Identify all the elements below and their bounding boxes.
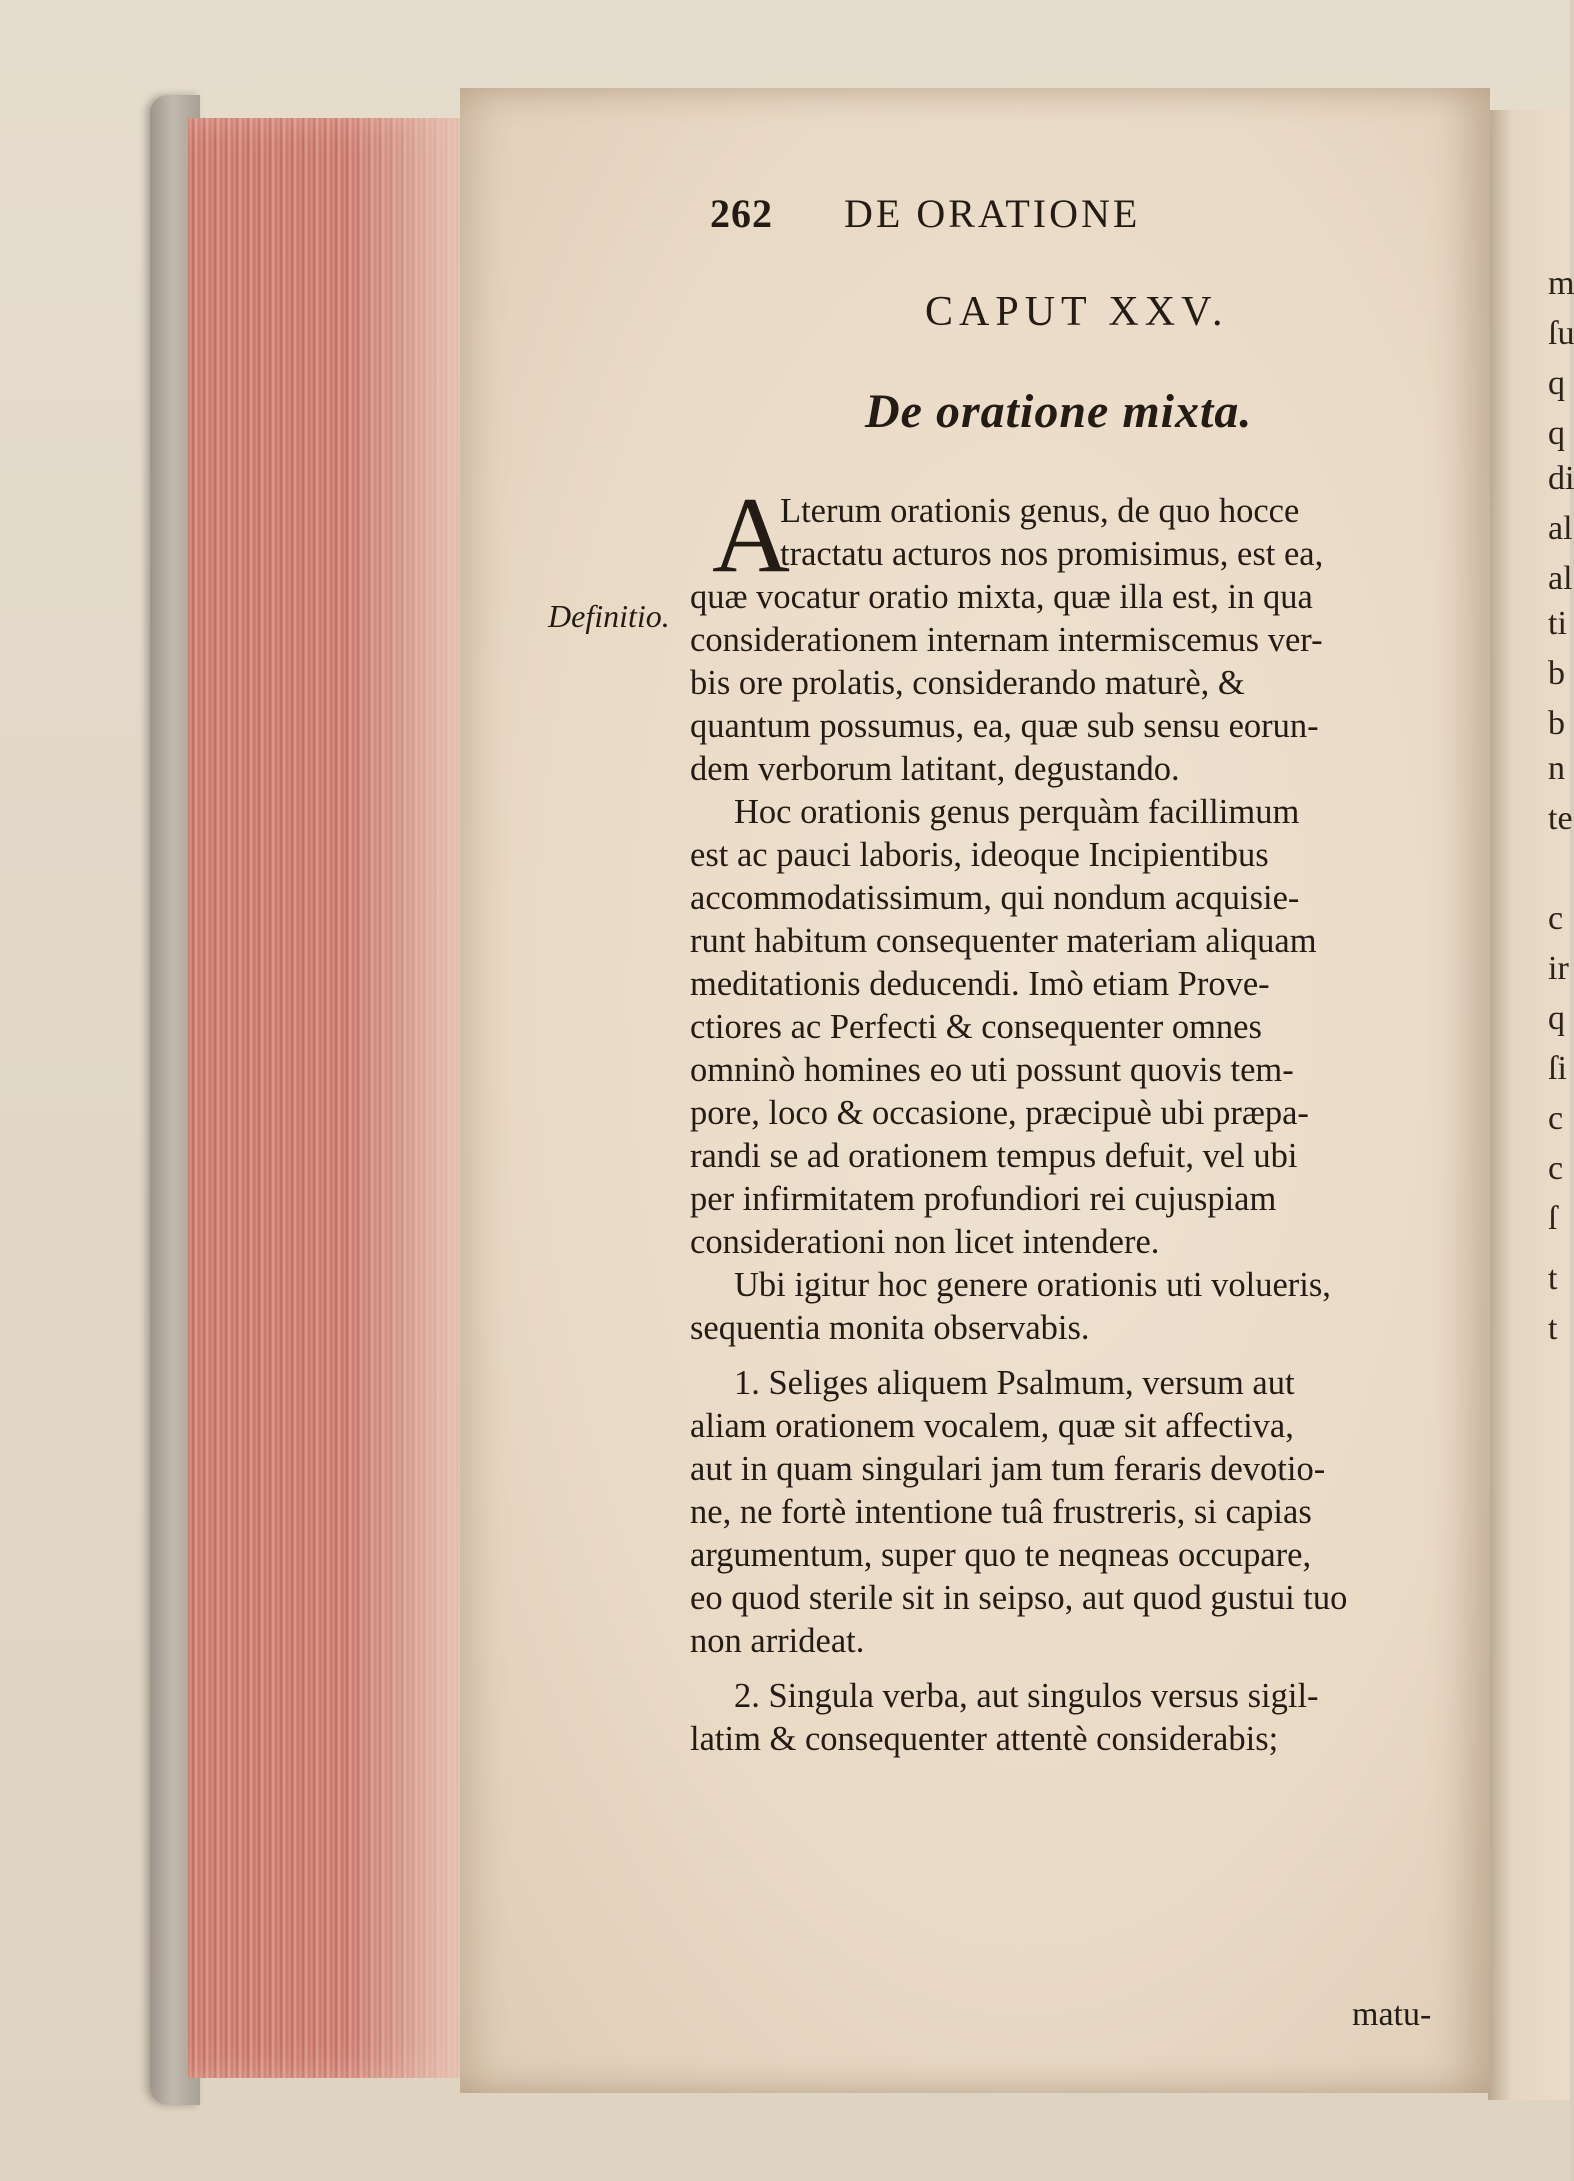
facing-page-fragment: ir — [1548, 950, 1569, 987]
text-line: eo quod sterile sit in seipso, aut quod gustui tuo — [690, 1579, 1348, 1617]
chapter-title: CAPUT XXV. — [925, 289, 1229, 335]
red-page-edges — [188, 118, 463, 2078]
text-line: sequentia monita observabis. — [690, 1309, 1090, 1347]
running-head — [710, 190, 1140, 237]
text-line: 1. Seliges aliquem Psalmum, versum aut — [734, 1364, 1295, 1402]
text-line: bis ore prolatis, considerando maturè, & — [690, 664, 1245, 702]
text-line: argumentum, super quo te neqneas occupare, — [690, 1536, 1312, 1574]
text-line: randi se ad orationem tempus defuit, vel ubi — [690, 1137, 1298, 1175]
facing-page-fragment: m — [1548, 265, 1574, 302]
facing-page-fragment: al — [1548, 560, 1573, 597]
text-line: accommodatissimum, qui nondum acquisie- — [690, 879, 1300, 917]
facing-page-fragment: b — [1548, 655, 1565, 692]
facing-page-fragment: c — [1548, 1100, 1564, 1137]
facing-page-fragment: ſu — [1548, 315, 1574, 352]
facing-page-fragment: te — [1548, 800, 1573, 837]
facing-page-fragment: ti — [1548, 605, 1567, 642]
margin-note: Definitio. — [548, 598, 670, 634]
running-title: DE ORATIONE — [844, 191, 1141, 236]
page-number: 262 — [710, 191, 773, 236]
text-line: latim & consequenter attentè considerabis; — [690, 1720, 1279, 1758]
facing-page-fragment: ſ — [1548, 1200, 1558, 1237]
text-line: quantum possumus, ea, quæ sub sensu eorun- — [690, 707, 1319, 745]
text-line: ne, ne fortè intentione tuâ frustreris, si capias — [690, 1493, 1312, 1531]
text-line: considerationem internam intermiscemus ver- — [690, 621, 1323, 659]
text-line: ctiores ac Perfecti & consequenter omnes — [690, 1008, 1262, 1046]
facing-page-fragment: q — [1548, 1000, 1565, 1037]
text-line: Ubi igitur hoc genere orationis uti volueris, — [734, 1266, 1331, 1304]
text-line: omninò homines eo uti possunt quovis tem- — [690, 1051, 1294, 1089]
drop-cap: A — [712, 476, 790, 595]
text-line: quæ vocatur oratio mixta, quæ illa est, in qua — [690, 578, 1313, 616]
section-title: De oratione mixta. — [865, 385, 1253, 438]
text-line: dem verborum latitant, degustando. — [690, 750, 1180, 788]
text-line: 2. Singula verba, aut singulos versus sigil- — [734, 1677, 1319, 1715]
facing-page-fragment: di — [1548, 460, 1574, 497]
text-line: est ac pauci laboris, ideoque Incipientibus — [690, 836, 1269, 874]
facing-page-fragment: t — [1548, 1310, 1558, 1347]
facing-page-fragment: t — [1548, 1260, 1558, 1297]
facing-page-fragment: n — [1548, 750, 1565, 787]
text-line: considerationi non licet intendere. — [690, 1223, 1160, 1261]
facing-page-fragment: c — [1548, 900, 1564, 937]
facing-page-fragment: q — [1548, 365, 1565, 402]
catchword: matu- — [1352, 1996, 1432, 2033]
text-line: per infirmitatem profundiori rei cujuspiam — [690, 1180, 1277, 1218]
facing-page-fragment: b — [1548, 705, 1565, 742]
text-line: aliam orationem vocalem, quæ sit affectiva, — [690, 1407, 1294, 1445]
facing-page-fragment: al — [1548, 510, 1573, 547]
text-line: aut in quam singulari jam tum feraris devotio- — [690, 1450, 1326, 1488]
text-line: Hoc orationis genus perquàm facillimum — [734, 793, 1300, 831]
body-text — [690, 490, 1452, 1761]
facing-page-fragment: q — [1548, 415, 1565, 452]
text-line: meditationis deducendi. Imò etiam Prove- — [690, 965, 1270, 1003]
text-line: pore, loco & occasione, præcipuè ubi præpa- — [690, 1094, 1309, 1132]
facing-page-fragment: ſi — [1548, 1050, 1567, 1087]
facing-page-fragment: c — [1548, 1150, 1564, 1187]
text-line: non arrideat. — [690, 1622, 865, 1660]
text-line: runt habitum consequenter materiam aliquam — [690, 922, 1317, 960]
text-line: tractatu acturos nos promisimus, est ea, — [780, 535, 1324, 573]
text-line: Lterum orationis genus, de quo hocce — [780, 492, 1300, 530]
